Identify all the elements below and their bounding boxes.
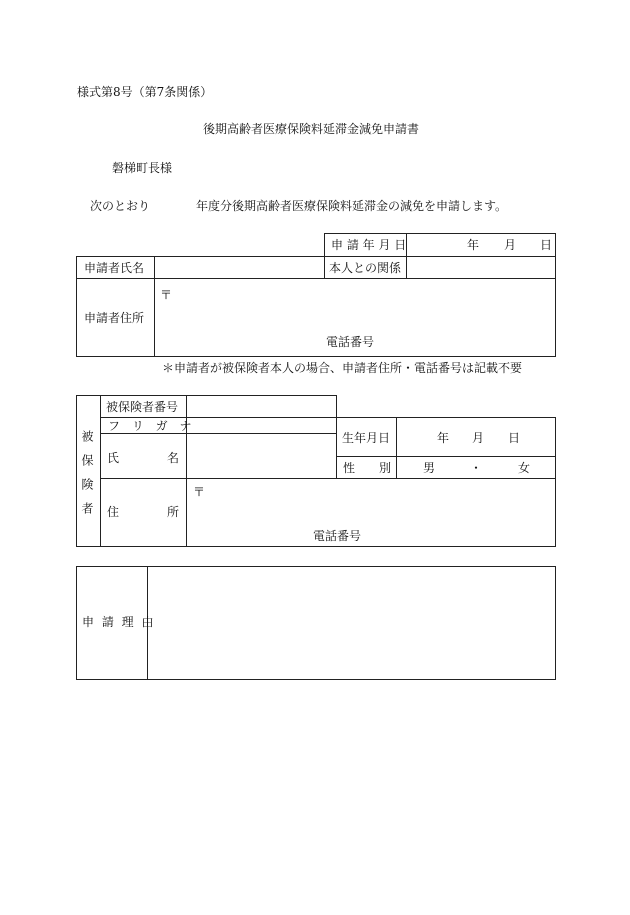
date-day-char: 日 [540, 238, 553, 252]
applicant-name-label: 申請者氏名 [84, 261, 145, 275]
insured-address-field[interactable] [187, 479, 554, 523]
insured-name-label: 氏 名 [107, 451, 180, 465]
applicant-address-label: 申請者住所 [84, 311, 145, 325]
relationship-field[interactable] [407, 257, 555, 278]
reason-field[interactable] [148, 567, 555, 679]
date-month-char: 月 [504, 238, 517, 252]
postal-mark: 〒 [160, 288, 173, 302]
furigana-field[interactable] [187, 418, 335, 432]
furigana-label: フ リ ガ ナ [108, 419, 196, 433]
intro-prefix: 次のとおり [90, 199, 151, 213]
gender-female-option[interactable]: 女 [518, 461, 531, 475]
intro-body: 年度分後期高齢者医療保険料延滞金の減免を申請します。 [196, 199, 508, 213]
applicant-phone-field[interactable] [380, 330, 550, 352]
gender-label: 性 別 [343, 461, 392, 475]
gender-separator: ・ [470, 461, 483, 475]
applicant-phone-label: 電話番号 [326, 335, 375, 349]
insured-address-label: 住 所 [107, 505, 180, 519]
applicant-address-field[interactable] [155, 279, 555, 327]
insured-name-field[interactable] [187, 434, 335, 477]
insured-postal-mark: 〒 [193, 485, 206, 499]
birth-month-char: 月 [472, 431, 485, 445]
insured-phone-field[interactable] [367, 525, 552, 545]
reason-label: 申 請 理 由 [82, 615, 156, 629]
form-number: 様式第8号（第7条関係） [77, 85, 213, 99]
insured-number-field[interactable] [187, 396, 335, 416]
applicant-name-field[interactable] [155, 257, 323, 278]
insured-number-label: 被保険者番号 [106, 400, 179, 414]
page-title: 後期高齢者医療保険料延滞金減免申請書 [203, 122, 420, 136]
note-text: ＊申請者が被保険者本人の場合、申請者住所・電話番号は記載不要 [162, 361, 523, 375]
relationship-label: 本人との関係 [329, 261, 402, 275]
fiscal-year-input[interactable] [150, 196, 194, 214]
birth-day-char: 日 [508, 431, 521, 445]
insured-phone-label: 電話番号 [313, 529, 362, 543]
gender-male-option[interactable]: 男 [423, 461, 436, 475]
date-year-char: 年 [467, 238, 480, 252]
application-date-field[interactable] [407, 234, 555, 256]
birthdate-label: 生年月日 [342, 431, 391, 445]
date-label: 申 請 年 月 日 [331, 238, 407, 252]
insured-group-label: 被保険者 [80, 430, 94, 526]
birth-year-char: 年 [437, 431, 450, 445]
addressee: 磐梯町長様 [112, 161, 173, 175]
